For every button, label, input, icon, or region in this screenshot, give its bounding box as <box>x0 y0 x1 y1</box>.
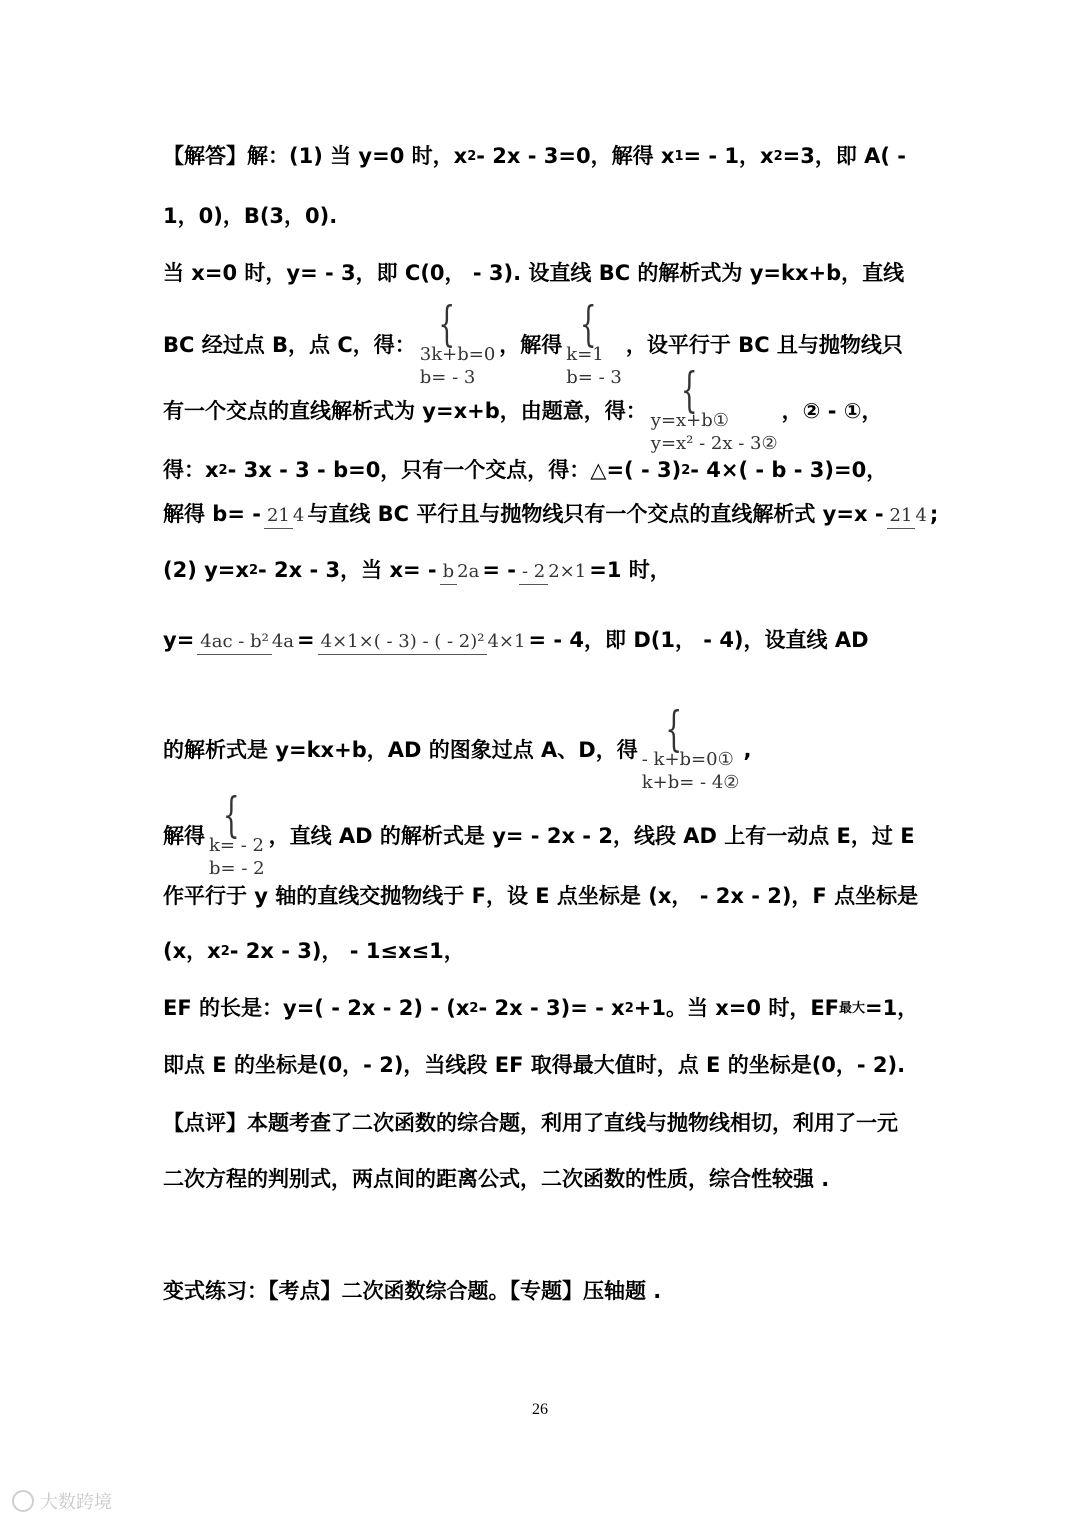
brace-icon: { <box>580 296 597 352</box>
equation-system <box>641 701 740 794</box>
denominator: 4 <box>915 505 927 526</box>
watermark <box>12 1488 112 1514</box>
fraction <box>318 630 526 651</box>
text: y= <box>163 628 195 652</box>
equation-system <box>209 787 265 880</box>
numerator: 21 <box>264 505 293 529</box>
text: ，解得 <box>499 332 563 357</box>
text: 【解答】解：(1) 当 y=0 时，x <box>163 144 468 168</box>
text: ; <box>929 502 939 526</box>
text: - 3x - 3 - b=0，只有一个交点，得：△=( - 3) <box>227 458 682 482</box>
answer-line-11 <box>163 787 915 880</box>
text: 二次方程的判别式，两点间的距离公式，二次函数的性质，综合性较强 . <box>163 1167 830 1191</box>
watermark-text: 大数跨境 <box>40 1492 112 1513</box>
text: 解得 <box>163 823 205 848</box>
text: - 4×( - b - 3)=0， <box>690 458 888 482</box>
equation-row: y=x² - 2x - 3② <box>650 433 778 455</box>
text: (2) y=x <box>163 558 249 582</box>
text: =1， <box>865 996 919 1020</box>
text: ，② - ①， <box>781 398 883 423</box>
text: 的解析式是 y=kx+b，AD 的图象过点 A、D，得 <box>163 737 638 762</box>
text: 有一个交点的直线解析式为 y=x+b，由题意，得： <box>163 398 647 423</box>
answer-line-10 <box>163 701 752 794</box>
text: = - 1，x <box>683 144 774 168</box>
numerator: 4ac - b² <box>197 631 272 655</box>
answer-line-7 <box>163 504 938 525</box>
denominator: 2×1 <box>548 561 587 582</box>
text: 作平行于 y 轴的直线交抛物线于 F，设 E 点坐标是 (x， - 2x - 2)，F 点坐标是 <box>163 884 919 908</box>
denominator: 4 <box>292 505 305 526</box>
brace-icon: { <box>222 787 240 843</box>
denominator: 4×1 <box>487 631 526 652</box>
text: BC 经过点 B，点 C，得： <box>163 332 416 357</box>
answer-line-8: (2) y=x 2 - 2x - 3，当 x= - b 2a = - - 2 2×1 =1 时， <box>163 560 671 581</box>
answer-line-12 <box>163 886 918 907</box>
brace-icon: { <box>438 296 455 352</box>
text: =1 时， <box>589 558 671 582</box>
text: 解得 b= - <box>163 502 261 526</box>
brace-icon: { <box>665 701 682 757</box>
text: 即点 E 的坐标是(0，- 2)，当线段 EF 取得最大值时，点 E 的坐标是(0，- 2). <box>163 1053 906 1077</box>
fraction <box>519 560 586 581</box>
equation-row: k= - 2 <box>209 835 264 857</box>
answer-line-3 <box>163 263 904 284</box>
answer-line-2 <box>163 206 337 227</box>
equation-row: b= - 3 <box>419 367 476 389</box>
text: (x，x <box>163 939 221 963</box>
numerator: 21 <box>887 505 916 529</box>
equation-row: k=1 <box>566 344 604 366</box>
denominator: 2a <box>457 561 480 582</box>
fraction <box>197 630 294 651</box>
text: - 2x - 3=0，解得 x <box>476 144 675 168</box>
fraction <box>887 504 927 525</box>
text: 当 x=0 时，y= - 3，即 C(0， - 3). 设直线 BC 的解析式为 y=kx+b，直线 <box>163 261 905 285</box>
answer-line-9 <box>163 630 869 651</box>
numerator: - 2 <box>519 561 548 585</box>
text: - 2x - 3，当 x= - <box>258 558 437 582</box>
text: , <box>743 737 752 762</box>
exercise-heading <box>163 1281 661 1302</box>
answer-line-15 <box>163 1055 905 1076</box>
answer-line-5 <box>163 362 883 455</box>
answer-line-6: 得：x 2 - 3x - 3 - b=0，只有一个交点，得：△=( - 3) 2 - 4×( - b - 3)=0， <box>163 458 888 482</box>
equation-system <box>650 362 778 455</box>
text: 1，0)，B(3，0). <box>163 204 338 228</box>
text: ，直线 AD 的解析式是 y= - 2x - 2，线段 AD 上有一动点 E，过 E <box>268 823 915 848</box>
text: ，设平行于 BC 且与抛物线只 <box>625 332 903 357</box>
fraction <box>264 504 304 525</box>
numerator: 4×1×( - 3) - ( - 2)² <box>318 631 488 655</box>
fraction <box>440 560 480 581</box>
text: - 2x - 3)= - x <box>478 996 625 1020</box>
comment-line-2 <box>163 1169 829 1190</box>
text: 与直线 BC 平行且与抛物线只有一个交点的直线解析式 y=x - <box>307 502 884 526</box>
text: 变式练习：【考点】二次函数综合题。【专题】压轴题 . <box>163 1279 662 1303</box>
text: = - <box>482 558 516 582</box>
text: = - 4，即 D(1， - 4)，设直线 AD <box>528 628 869 652</box>
equation-row: - k+b=0① <box>641 749 734 771</box>
page-number: 26 <box>532 1401 548 1418</box>
numerator: b <box>440 561 458 585</box>
equation-row: k+b= - 4② <box>641 772 740 794</box>
brace-icon: { <box>680 362 698 418</box>
equation-row: y=x+b① <box>650 410 729 432</box>
answer-line-1: 【解答】解：(1) 当 y=0 时，x 2 - 2x - 3=0，解得 x 1 = - 1，x 2 =3，即 A( - <box>163 144 907 168</box>
text: - 2x - 3)， - 1≤x≤1， <box>229 939 465 963</box>
text: 【点评】本题考查了二次函数的综合题，利用了直线与抛物线相切，利用了一元 <box>163 1111 898 1135</box>
equation-row: b= - 3 <box>566 367 622 389</box>
text: EF 的长是：y=( - 2x - 2) - (x <box>163 996 470 1020</box>
text: +1。当 x=0 时，EF <box>633 996 840 1020</box>
equation-row: 3k+b=0 <box>419 344 496 366</box>
text: 得：x <box>163 458 219 482</box>
text: = <box>297 628 315 652</box>
equation-row: b= - 2 <box>209 858 265 880</box>
comment-line-1 <box>163 1113 898 1134</box>
answer-line-13: (x，x 2 - 2x - 3)， - 1≤x≤1， <box>163 939 465 963</box>
text: =3，即 A( - <box>782 144 907 168</box>
answer-line-14: EF 的长是：y=( - 2x - 2) - (x 2 - 2x - 3)= - x 2 +1。当 x=0 时，EF 最大 =1， <box>163 996 919 1020</box>
watermark-logo-icon <box>12 1490 34 1512</box>
denominator: 4a <box>271 631 295 652</box>
